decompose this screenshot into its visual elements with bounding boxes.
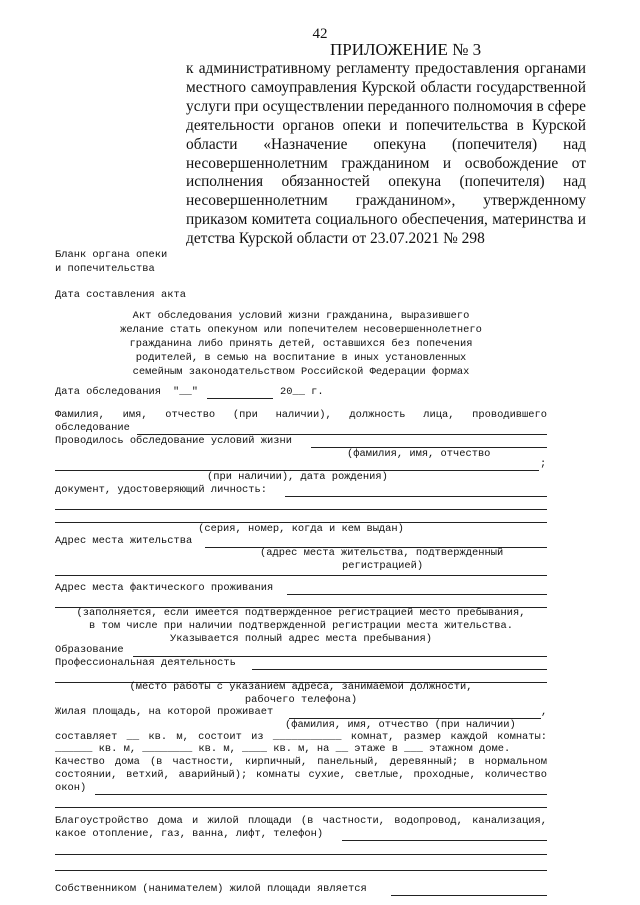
survey-date-year: 20__ г.: [280, 386, 324, 398]
appendix-line: несовершеннолетним гражданином и освобождение от: [186, 154, 586, 172]
quality-row: [55, 755, 547, 769]
hint-id: (серия, номер, когда и кем выдан): [198, 523, 404, 535]
semicolon: ;: [540, 458, 547, 470]
hint-work: (место работы с указанием адреса, занимаемой должности,: [129, 681, 473, 693]
id-document-field-2[interactable]: [55, 509, 547, 510]
living-space-label: Жилая площадь, на которой проживает: [55, 706, 274, 718]
amenities-line: Благоустройство дома и жилой площади (в частности, водопровод, канализация,: [55, 815, 547, 827]
appendix-title: ПРИЛОЖЕНИЕ № 3: [330, 40, 482, 59]
quality-field[interactable]: [95, 794, 547, 795]
actual-address-label: Адрес места фактического проживания: [55, 582, 274, 594]
hint-actual-cont2: Указывается полный адрес места пребывания): [170, 633, 432, 645]
appendix-line: несовершеннолетним гражданином», утвержденному: [186, 192, 586, 210]
residence-field-2[interactable]: [55, 575, 547, 576]
appendix-line: исполнения обязанностей опекуна (попечителя) над: [186, 173, 586, 191]
amenities-field[interactable]: [342, 840, 547, 841]
appendix-line: приказом комитета социального обеспечения, материнства и: [186, 211, 586, 229]
survey-date-day: "__": [173, 386, 198, 398]
appendix-line: услуги при осуществлении переданного полномочия в сфере: [186, 97, 586, 115]
quality-line: Качество дома (в частности, кирпичный, панельный, деревянный; в нормальном: [55, 756, 547, 768]
area-line: составляет __ кв. м, состоит из ___________ комнат, размер каждой комнаты:: [55, 731, 547, 743]
area-line-2: ______ кв. м, ________ кв. м, ____ кв. м, на __ этаже в ___ этажном доме.: [55, 743, 511, 755]
amenities-line-2: какое отопление, газ, ванна, лифт, телефон): [55, 828, 324, 840]
amenities-row: [55, 814, 547, 828]
hint-fio-2: (фамилия, имя, отчество (при наличии): [285, 719, 516, 731]
residence-label: Адрес места жительства: [55, 535, 193, 547]
profession-field[interactable]: [252, 669, 547, 670]
hint-residence: (адрес места жительства, подтвержденный: [260, 547, 504, 559]
amenities-field-2[interactable]: [55, 854, 547, 855]
quality-field-2[interactable]: [55, 807, 547, 808]
comma: ,: [541, 706, 548, 718]
owner-field[interactable]: [391, 895, 547, 896]
amenities-field-3[interactable]: [55, 870, 547, 871]
quality-row-2: [55, 768, 547, 782]
hint-actual: (заполняется, если имеется подтвержденное регистрацией место пребывания,: [76, 607, 526, 619]
date-composed-label: Дата составления акта: [55, 289, 186, 301]
education-label: Образование: [55, 644, 124, 656]
authority-blank-line1: Бланк органа опеки: [55, 249, 168, 261]
appendix-text: [186, 60, 586, 249]
appendix-line: области «Назначение опекуна (попечителя) над: [186, 135, 586, 153]
owner-label: Собственником (нанимателем) жилой площади является: [55, 883, 367, 895]
profession-label: Профессиональная деятельность: [55, 657, 236, 669]
quality-line-2: состоянии, ветхий, аварийный); комнаты сухие, светлые, проходные, количество: [55, 769, 547, 781]
appendix-line: местного самоуправления Курской области государственной: [186, 78, 586, 96]
act-title-line: родителей, в семью на воспитание в иных установленных: [135, 352, 467, 364]
survey-date-label: Дата обследования: [55, 386, 162, 398]
hint-work-cont: рабочего телефона): [244, 694, 358, 706]
appendix-line: деятельности органов опеки и попечительства в Курской: [186, 116, 586, 134]
hint-actual-cont: в том числе при наличии подтвержденной регистрации места жительства.: [88, 620, 513, 632]
official-label-cont: обследование: [55, 422, 130, 434]
appendix-line: к административному регламенту предоставления органами: [186, 60, 586, 77]
hint-birth: (при наличии), дата рождения): [207, 471, 388, 483]
act-title-line: семейным законодательством Российской Федерации формах: [132, 366, 470, 378]
official-row: [55, 408, 547, 422]
act-title-line: Акт обследования условий жизни гражданина, выразившего: [132, 310, 470, 322]
appendix-line: детства Курской области от 23.07.2021 № 298: [186, 230, 485, 248]
survey-date-month-field[interactable]: [207, 398, 273, 399]
id-document-field[interactable]: [285, 496, 547, 497]
hint-residence-cont: регистрацией): [342, 560, 424, 572]
act-title-line: желание стать опекуном или попечителем несовершеннолетнего: [120, 324, 482, 336]
page-number: 42: [312, 26, 328, 42]
surveyed-person-label: Проводилось обследование условий жизни: [55, 435, 292, 447]
act-title-line: гражданина либо принять детей, оставшихся без попечения: [129, 338, 473, 350]
authority-blank-line2: и попечительства: [55, 263, 155, 275]
id-document-label: документ, удостоверяющий личность:: [55, 484, 268, 496]
official-label: Фамилия, имя, отчество (при наличии), должность лица, проводившего: [55, 409, 547, 421]
actual-address-field[interactable]: [287, 594, 547, 595]
hint-fio: (фамилия, имя, отчество: [347, 448, 491, 460]
quality-line-3: окон): [55, 782, 87, 794]
